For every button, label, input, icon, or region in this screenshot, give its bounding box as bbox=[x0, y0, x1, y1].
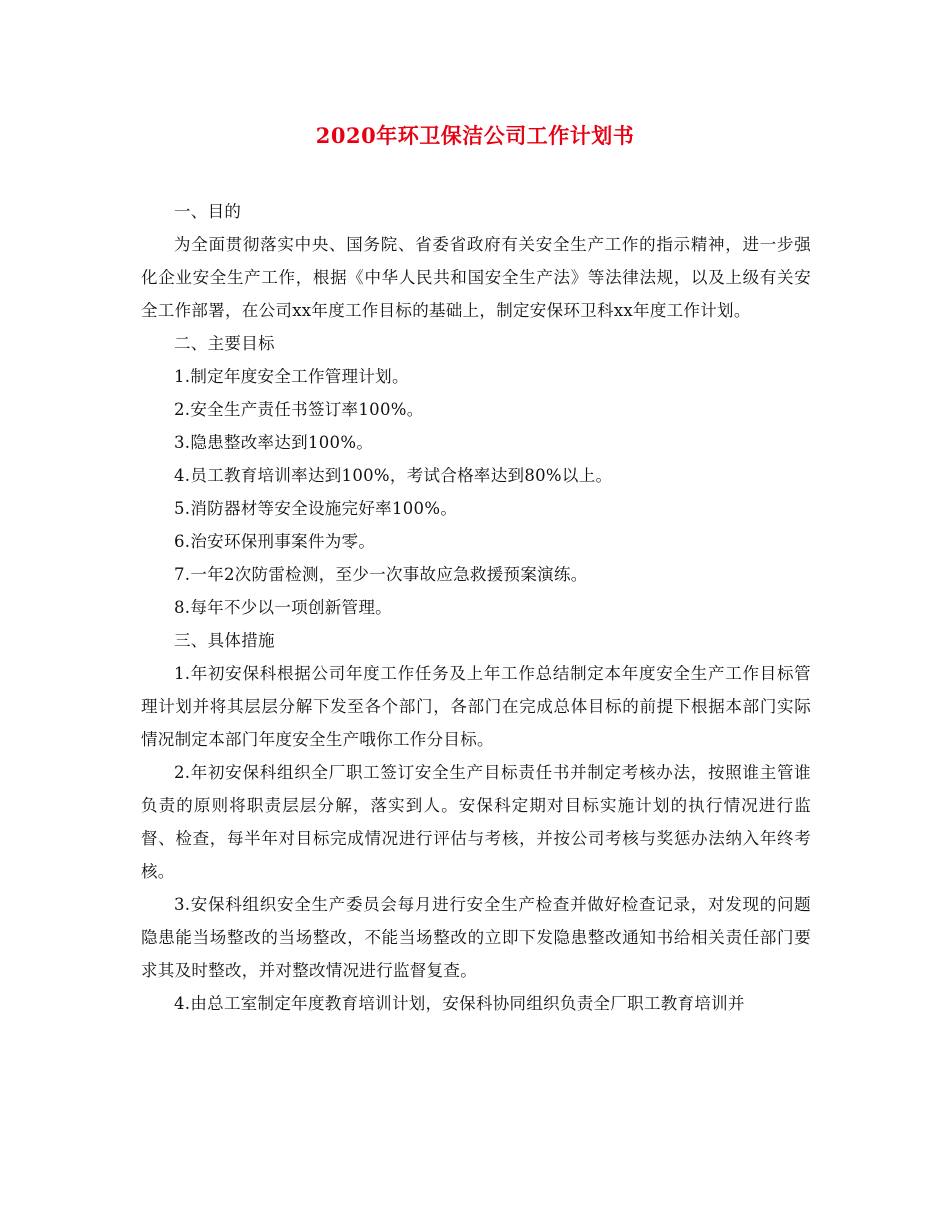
list-item-goal-3: 3.隐患整改率达到100%。 bbox=[174, 433, 374, 452]
measure-paragraph-4: 4.由总工室制定年度教育培训计划，安保科协同组织负责全厂职工教育培训并 bbox=[174, 994, 745, 1013]
section-heading-main-goals: 二、主要目标 bbox=[174, 334, 275, 353]
page-title: 2020年环卫保洁公司工作计划书 bbox=[315, 123, 635, 148]
list-item-goal-5: 5.消防器材等安全设施完好率100%。 bbox=[174, 499, 458, 518]
measure-paragraph-2: 2.年初安保科组织全厂职工签订安全生产目标责任书并制定考核办法，按照谁主管谁负责的原则将职责层层分解，落实到人。安保科定期对目标实施计划的执行情况进行监督、检查，每半年对目标完成情况进行评估与考核，并按公司考核与奖惩办法纳入年终考核。 bbox=[141, 763, 811, 881]
list-item-goal-8: 8.每年不少以一项创新管理。 bbox=[174, 598, 392, 617]
list-item-goal-1: 1.制定年度安全工作管理计划。 bbox=[174, 367, 409, 386]
list-item-goal-4: 4.员工教育培训率达到100%，考试合格率达到80%以上。 bbox=[174, 466, 613, 485]
list-item-goal-2: 2.安全生产责任书签订率100%。 bbox=[174, 400, 424, 419]
measure-paragraph-3: 3.安保科组织安全生产委员会每月进行安全生产检查并做好检查记录，对发现的问题隐患能当场整改的当场整改，不能当场整改的立即下发隐患整改通知书给相关责任部门要求其及时整改，并对整改情况进行监督复查。 bbox=[141, 895, 811, 980]
section-heading-purpose: 一、目的 bbox=[174, 202, 242, 221]
paragraph-purpose: 为全面贯彻落实中央、国务院、省委省政府有关安全生产工作的指示精神，进一步强化企业安全生产工作，根据《中华人民共和国安全生产法》等法律法规，以及上级有关安全工作部署，在公司xx年度工作目标的基础上，制定安保环卫科xx年度工作计划。 bbox=[141, 235, 811, 320]
document-body bbox=[141, 195, 811, 1020]
measure-paragraph-1: 1.年初安保科根据公司年度工作任务及上年工作总结制定本年度安全生产工作目标管理计划并将其层层分解下发至各个部门，各部门在完成总体目标的前提下根据本部门实际情况制定本部门年度安全生产哦你工作分目标。 bbox=[141, 664, 811, 749]
section-heading-measures: 三、具体措施 bbox=[174, 631, 275, 650]
list-item-goal-7: 7.一年2次防雷检测，至少一次事故应急救援预案演练。 bbox=[174, 565, 588, 584]
list-item-goal-6: 6.治安环保刑事案件为零。 bbox=[174, 532, 376, 551]
